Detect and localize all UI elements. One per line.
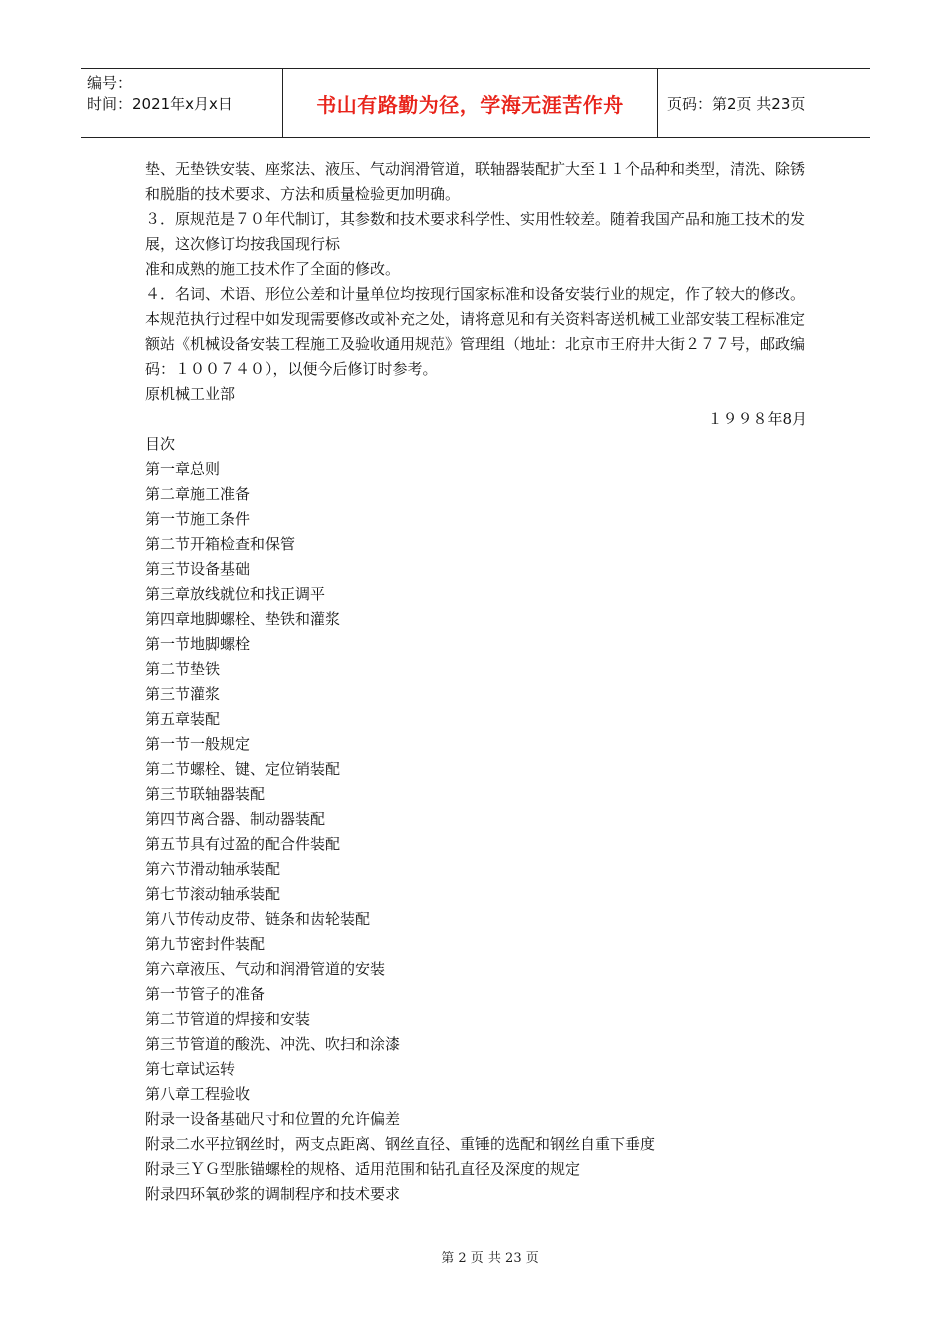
- toc-entry: 第七章试运转: [145, 1060, 236, 1078]
- toc-entry: 第二节管道的焊接和安装: [145, 1010, 311, 1028]
- toc-entry: 第三节管道的酸洗、冲洗、吹扫和涂漆: [145, 1035, 401, 1053]
- table-of-contents: [145, 457, 813, 1207]
- toc-entry: 第三章放线就位和找正调平: [145, 585, 326, 603]
- toc-entry: 第三节灌浆: [145, 685, 221, 703]
- header-meta: [81, 69, 283, 137]
- page-footer: 第 2 页 共 23 页: [441, 1251, 539, 1266]
- page-header: [81, 68, 870, 138]
- toc-entry: 附录四环氧砂浆的调制程序和技术要求: [145, 1185, 401, 1203]
- toc-entry: 第六节滑动轴承装配: [145, 860, 281, 878]
- header-page-info: 页码：第2页 共23页: [667, 94, 806, 113]
- number-label: 编号：: [87, 74, 133, 92]
- header-motto: 书山有路勤为径，学海无涯苦作舟: [283, 69, 658, 137]
- document-date: １９９８年8月: [707, 410, 807, 428]
- toc-entry: 附录一设备基础尺寸和位置的允许偏差: [145, 1110, 401, 1128]
- toc-entry: 第一节地脚螺栓: [145, 635, 251, 653]
- toc-entry: 第八章工程验收: [145, 1085, 251, 1103]
- paragraph: 垫、无垫铁安装、座浆法、液压、气动润滑管道，联轴器装配扩大至１１个品种和类型，清洗、除锈和脱脂的技术要求、方法和质量检验更加明确。: [145, 160, 806, 203]
- toc-entry: 第一节施工条件: [145, 510, 251, 528]
- time-label: 时间：2021年x月x日: [87, 95, 233, 113]
- toc-entry: 第四章地脚螺栓、垫铁和灌浆: [145, 610, 341, 628]
- paragraph: ４．名词、术语、形位公差和计量单位均按现行国家标准和设备安装行业的规定，作了较大的修改。: [145, 285, 806, 303]
- toc-entry: 第三节设备基础: [145, 560, 251, 578]
- paragraph: 准和成熟的施工技术作了全面的修改。: [145, 260, 401, 278]
- toc-entry: 第七节滚动轴承装配: [145, 885, 281, 903]
- toc-entry: 第一章总则: [145, 460, 221, 478]
- document-body: [145, 157, 813, 1207]
- signature-org: 原机械工业部: [145, 385, 236, 403]
- toc-entry: 第四节离合器、制动器装配: [145, 810, 326, 828]
- toc-entry: 第五章装配: [145, 710, 221, 728]
- toc-entry: 第三节联轴器装配: [145, 785, 266, 803]
- toc-entry: 第五节具有过盈的配合件装配: [145, 835, 341, 853]
- paragraph: ３．原规范是７０年代制订，其参数和技术要求科学性、实用性较差。随着我国产品和施工技术的发展，这次修订均按我国现行标: [145, 210, 806, 253]
- toc-entry: 第二节开箱检查和保管: [145, 535, 296, 553]
- toc-entry: 附录三ＹＧ型胀锚螺栓的规格、适用范围和钻孔直径及深度的规定: [145, 1160, 581, 1178]
- toc-entry: 第六章液压、气动和润滑管道的安装: [145, 960, 386, 978]
- toc-entry: 第二章施工准备: [145, 485, 251, 503]
- paragraph: 本规范执行过程中如发现需要修改或补充之处，请将意见和有关资料寄送机械工业部安装工程标准定额站《机械设备安装工程施工及验收通用规范》管理组（地址：北京市王府井大街２７７号，邮政编码：１００７４０），以便今后修订时参考。: [145, 310, 806, 378]
- toc-entry: 第二节垫铁: [145, 660, 221, 678]
- toc-entry: 第九节密封件装配: [145, 935, 266, 953]
- toc-entry: 第一节管子的准备: [145, 985, 266, 1003]
- toc-entry: 第二节螺栓、键、定位销装配: [145, 760, 341, 778]
- toc-entry: 第一节一般规定: [145, 735, 251, 753]
- toc-title: 目次: [145, 435, 176, 453]
- toc-entry: 附录二水平拉钢丝时，两支点距离、钢丝直径、重锤的选配和钢丝自重下垂度: [145, 1135, 656, 1153]
- toc-entry: 第八节传动皮带、链条和齿轮装配: [145, 910, 371, 928]
